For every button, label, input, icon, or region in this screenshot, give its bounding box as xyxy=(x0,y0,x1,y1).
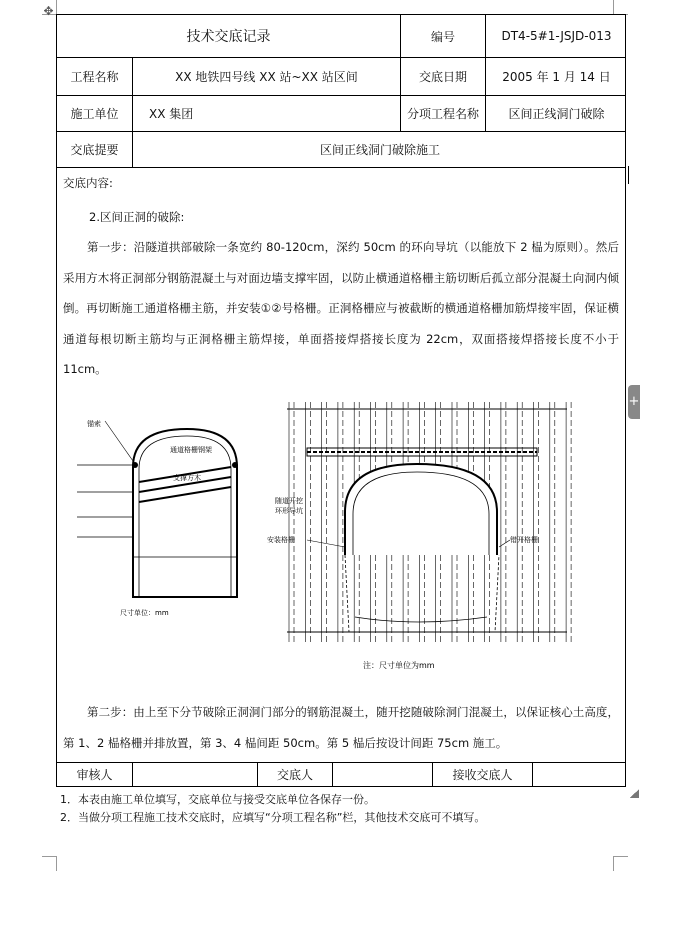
footnote-1: 1．本表由施工单位填写，交底单位与接受交底单位各保存一份。 xyxy=(60,793,375,806)
section-title: 2.区间正洞的破除: xyxy=(89,210,185,224)
label-wood: 支撑方木 xyxy=(173,474,201,482)
unit-label: 施工单位 xyxy=(70,106,119,121)
date-value[interactable]: 2005 年 1 月 14 日 xyxy=(485,57,627,95)
label-ring-pit: 环形导坑 xyxy=(275,507,303,515)
reviewer-value[interactable] xyxy=(132,762,257,786)
project-value[interactable]: XX 地铁四号线 XX 站~XX 站区间 xyxy=(132,57,400,95)
label-stagger-grid: 错开格栅 xyxy=(510,536,538,544)
label-excavation: 随道开挖 xyxy=(275,497,303,505)
right-figure-note: 注：尺寸单位为mm xyxy=(363,661,435,670)
row-title xyxy=(57,15,625,58)
table-resize-handle-icon[interactable] xyxy=(630,789,639,798)
crop-mark-bottom-right xyxy=(613,856,628,871)
label-grid: 通道格栅钢架 xyxy=(170,446,212,454)
label-anchor: 锚索 xyxy=(87,420,101,428)
label-install-grid: 安装格栅 xyxy=(267,536,295,544)
table-move-handle-icon[interactable]: ✥ xyxy=(43,4,54,18)
subproject-label: 分项工程名称 xyxy=(400,95,485,131)
crop-mark-top-right xyxy=(613,0,628,15)
add-column-icon[interactable]: + xyxy=(628,385,640,419)
right-section-figure xyxy=(267,392,592,682)
subproject-value[interactable]: 区间正线洞门破除 xyxy=(485,95,627,131)
content-label: 交底内容: xyxy=(63,176,113,190)
row-project xyxy=(57,57,625,96)
summary-label: 交底提要 xyxy=(70,142,119,157)
step-one-paragraph: 第一步：沿隧道拱部破除一条宽约 80-120cm，深约 50cm 的环向导坑（以能放下 2 榀为原则）。然后采用方木将正洞部分钢筋混凝土与对面边墙支撑牢固，以防止横通道格栅主筋切断后孤立部分混凝土向洞内倾倒。再切断施工通道格栅主筋，并安装①②号格栅。正洞格栅应与被截断的横通道格栅加筋焊接牢固，保证横通道每根切断主筋均与正洞格栅主筋焊接，单面搭接焊搭接长度为 22cm，双面搭接焊搭接长度不小于 11cm。 xyxy=(63,240,619,376)
disclosure-form-table xyxy=(56,14,626,787)
footnote-2: 2．当做分项工程施工技术交底时，应填写“分项工程名称”栏，其他技术交底可不填写。 xyxy=(60,811,486,824)
date-label: 交底日期 xyxy=(400,57,485,95)
receiver-value[interactable] xyxy=(532,762,627,786)
number-label: 编号 xyxy=(400,15,485,57)
step-two-paragraph: 第二步：由上至下分节破除正洞洞门部分的钢筋混凝土，随开挖随破除洞门混凝土，以保证核心土高度，第 1、2 榀格栅并排放置，第 3、4 榀间距 50cm。第 5 榀后按设计间距 75cm 施工。 xyxy=(63,705,619,750)
disclosure-content[interactable] xyxy=(57,167,625,763)
left-figure-note: 尺寸单位：mm xyxy=(120,609,169,617)
crop-mark-bottom-left xyxy=(42,856,57,871)
project-label: 工程名称 xyxy=(70,69,119,84)
receiver-label: 接收交底人 xyxy=(432,762,532,786)
text-cursor xyxy=(628,166,629,184)
form-title: 技术交底记录 xyxy=(186,29,271,45)
unit-value[interactable]: XX 集团 xyxy=(132,95,400,131)
number-value[interactable]: DT4-5#1-JSJD-013 xyxy=(485,15,627,57)
row-summary xyxy=(57,131,625,168)
discloser-value[interactable] xyxy=(332,762,432,786)
summary-value[interactable]: 区间正线洞门破除施工 xyxy=(132,131,627,167)
discloser-label: 交底人 xyxy=(257,762,332,786)
row-signatures xyxy=(57,762,625,786)
left-section-figure xyxy=(77,417,247,617)
row-unit xyxy=(57,95,625,132)
reviewer-label: 审核人 xyxy=(76,767,113,782)
